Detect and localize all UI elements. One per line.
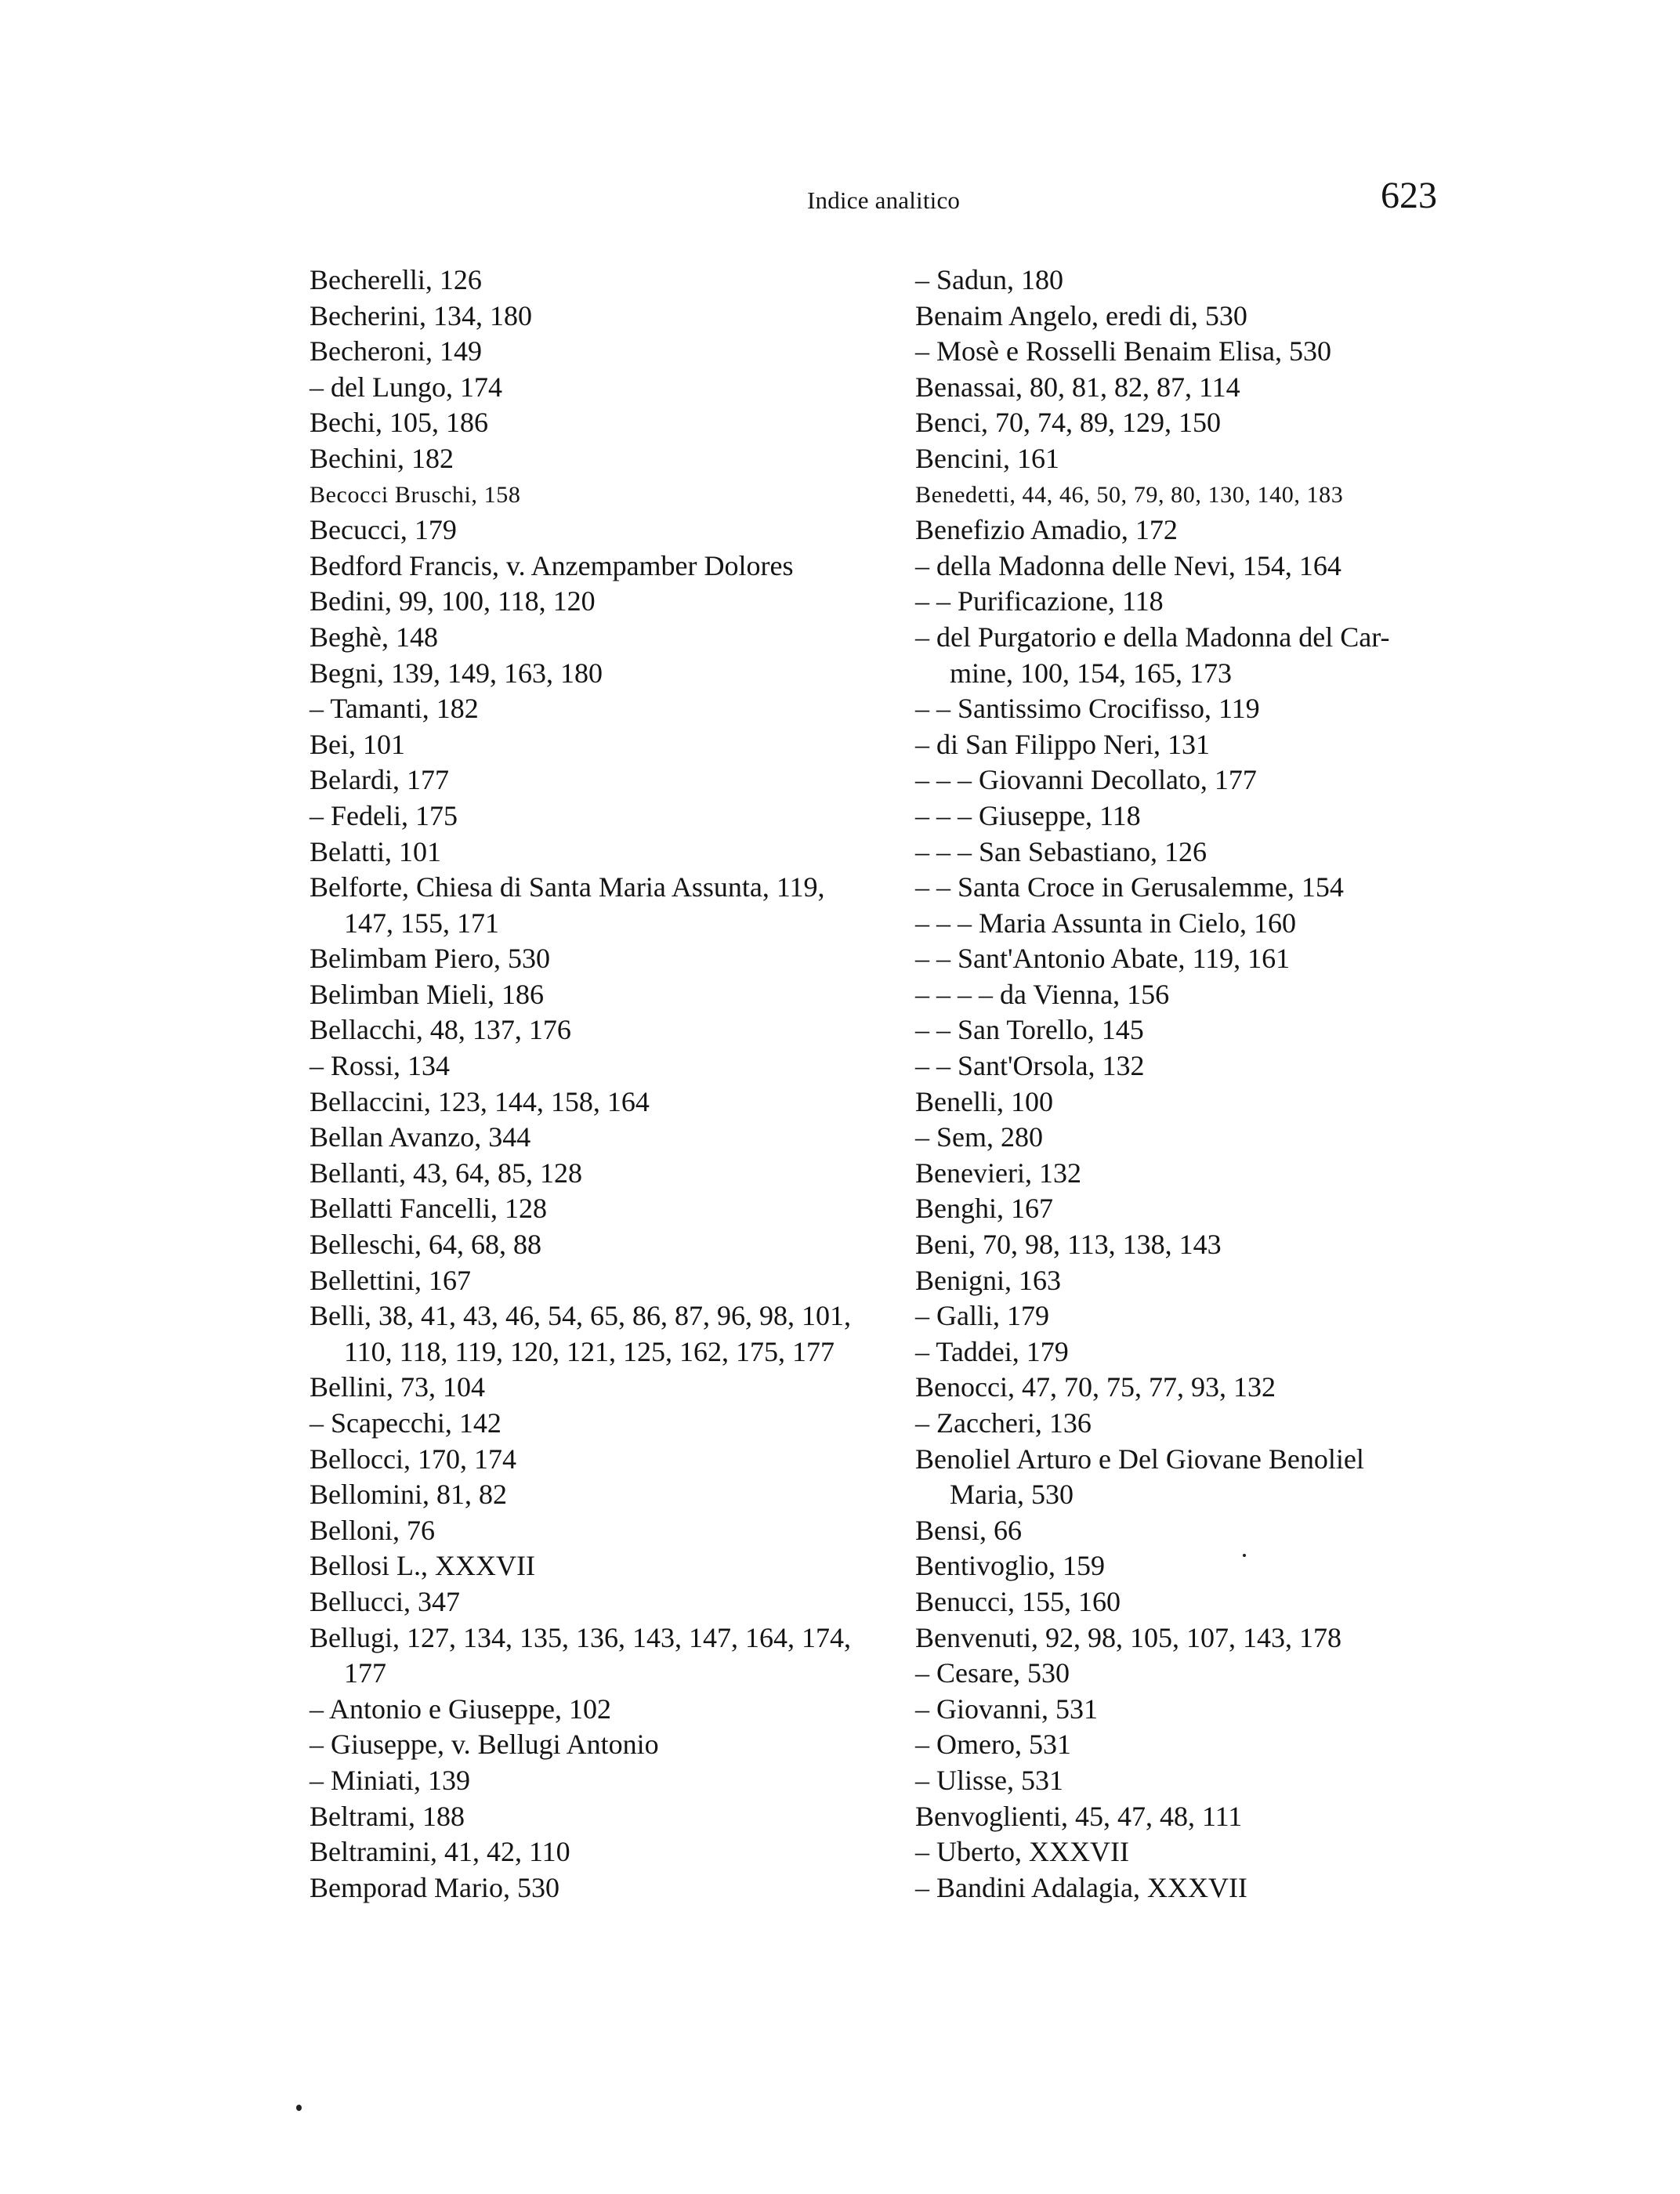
page-number: 623 (1381, 175, 1437, 216)
index-entry: Becheroni, 149 (310, 335, 482, 367)
index-entry: Belimbam Piero, 530 (310, 943, 550, 975)
index-entry: Belforte, Chiesa di Santa Maria Assunta, 119, (310, 871, 825, 903)
index-entry: – Scapecchi, 142 (310, 1407, 501, 1439)
index-entry: Bellosi L., XXXVII (310, 1550, 535, 1582)
index-entry: Bellaccini, 123, 144, 158, 164 (310, 1085, 650, 1117)
index-entry: – Cesare, 530 (915, 1657, 1070, 1689)
index-entry: Benghi, 167 (915, 1193, 1053, 1225)
index-entry: Bechini, 182 (310, 442, 454, 474)
index-entry-continuation: 110, 118, 119, 120, 121, 125, 162, 175, 177 (344, 1335, 835, 1367)
index-entry: – – – – da Vienna, 156 (915, 978, 1170, 1010)
index-entry: Bei, 101 (310, 728, 405, 760)
index-entry: Benucci, 155, 160 (915, 1585, 1121, 1617)
index-entry: Bedford Francis, v. Anzempamber Dolores (310, 549, 794, 581)
index-entry: – Sadun, 180 (915, 264, 1063, 295)
index-entry: Bellomini, 81, 82 (310, 1479, 507, 1511)
index-entry: – Fedeli, 175 (310, 799, 458, 831)
index-entry: Bemporad Mario, 530 (310, 1871, 559, 1903)
index-entry: Benassai, 80, 81, 82, 87, 114 (915, 371, 1240, 403)
index-entry: – – – Giovanni Decollato, 177 (915, 764, 1257, 796)
index-entry: Begni, 139, 149, 163, 180 (310, 657, 603, 689)
index-entry: – – Santissimo Crocifisso, 119 (915, 693, 1260, 725)
index-entry: Benefizio Amadio, 172 (915, 514, 1178, 546)
index-entry: Bellocci, 170, 174 (310, 1443, 516, 1475)
index-entry: Beghè, 148 (310, 621, 438, 653)
index-entry: Beltramini, 41, 42, 110 (310, 1836, 570, 1868)
index-entry: Benocci, 47, 70, 75, 77, 93, 132 (915, 1371, 1276, 1403)
index-entry: – Bandini Adalagia, XXXVII (915, 1871, 1247, 1903)
index-entry: Belardi, 177 (310, 764, 449, 796)
index-entry: – Tamanti, 182 (310, 693, 479, 725)
index-entry: – Omero, 531 (915, 1729, 1071, 1761)
index-entry: Benigni, 163 (915, 1264, 1061, 1296)
index-entry: Benelli, 100 (915, 1085, 1053, 1117)
index-entry: Bellacchi, 48, 137, 176 (310, 1014, 571, 1046)
index-column-right (915, 262, 1487, 1906)
index-entry: Benvenuti, 92, 98, 105, 107, 143, 178 (915, 1621, 1341, 1653)
index-entry: Benaim Angelo, eredi di, 530 (915, 299, 1247, 331)
index-entry: Bencini, 161 (915, 442, 1059, 474)
index-entry: Belatti, 101 (310, 835, 441, 867)
index-entry: Bellugi, 127, 134, 135, 136, 143, 147, 164, 174, (310, 1621, 851, 1653)
index-entry: Bellettini, 167 (310, 1264, 471, 1296)
index-entry-continuation: mine, 100, 154, 165, 173 (950, 657, 1232, 689)
index-entry: Belleschi, 64, 68, 88 (310, 1229, 541, 1261)
ink-speck (296, 2105, 302, 2111)
index-entry: – Rossi, 134 (310, 1050, 451, 1082)
index-entry: – Taddei, 179 (915, 1335, 1069, 1367)
index-entry: Belimban Mieli, 186 (310, 978, 544, 1010)
index-entry: Becherini, 134, 180 (310, 299, 532, 331)
index-entry: – Miniati, 139 (310, 1764, 470, 1796)
index-entry: Bechi, 105, 186 (310, 407, 488, 439)
index-column-left (310, 262, 889, 1906)
index-entry: – Galli, 179 (915, 1300, 1049, 1332)
index-entry: Belli, 38, 41, 43, 46, 54, 65, 86, 87, 96, 98, 101, (310, 1300, 851, 1332)
index-entry-continuation: Maria, 530 (950, 1479, 1074, 1511)
index-entry: – Uberto, XXXVII (915, 1836, 1129, 1868)
index-entry: Becucci, 179 (310, 514, 457, 546)
index-entry: Benoliel Arturo e Del Giovane Benoliel (915, 1443, 1364, 1475)
index-entry: – – Purificazione, 118 (915, 585, 1164, 617)
index-entry-continuation: 177 (344, 1657, 386, 1689)
index-entry: – – – Giuseppe, 118 (915, 799, 1141, 831)
index-entry: Beltrami, 188 (310, 1800, 465, 1832)
index-entry: Bellatti Fancelli, 128 (310, 1193, 547, 1225)
index-entry: – Mosè e Rosselli Benaim Elisa, 530 (915, 335, 1331, 367)
index-entry: – – Sant'Orsola, 132 (915, 1050, 1145, 1082)
index-entry: Bellucci, 347 (310, 1585, 460, 1617)
index-entry: – Giuseppe, v. Bellugi Antonio (310, 1729, 659, 1761)
index-entry: – – Sant'Antonio Abate, 119, 161 (915, 943, 1291, 975)
index-entry: Benevieri, 132 (915, 1157, 1081, 1189)
index-entry: Bellanti, 43, 64, 85, 128 (310, 1157, 582, 1189)
index-entry: – di San Filippo Neri, 131 (915, 728, 1210, 760)
index-entry: Bellini, 73, 104 (310, 1371, 485, 1403)
index-entry: – Antonio e Giuseppe, 102 (310, 1693, 611, 1725)
index-entry: Bensi, 66 (915, 1514, 1023, 1546)
index-entry: – del Purgatorio e della Madonna del Car- (915, 621, 1390, 653)
index-entry: Benedetti, 44, 46, 50, 79, 80, 130, 140, 183 (915, 481, 1344, 508)
index-entry-continuation: 147, 155, 171 (344, 907, 499, 939)
index-entry: Benvoglienti, 45, 47, 48, 111 (915, 1800, 1243, 1832)
index-entry: – – – Maria Assunta in Cielo, 160 (915, 907, 1296, 939)
index-entry: Bellan Avanzo, 344 (310, 1121, 531, 1153)
running-head: Indice analitico (807, 186, 961, 214)
ink-speck (1243, 1554, 1246, 1557)
index-entry: – Sem, 280 (915, 1121, 1044, 1153)
index-entry: – – Santa Croce in Gerusalemme, 154 (915, 871, 1344, 903)
index-entry: – Giovanni, 531 (915, 1693, 1098, 1725)
index-entry: – Zaccheri, 136 (915, 1407, 1092, 1439)
index-entry: – – San Torello, 145 (915, 1014, 1144, 1046)
index-entry: Benci, 70, 74, 89, 129, 150 (915, 407, 1221, 439)
index-entry: Belloni, 76 (310, 1514, 435, 1546)
index-entry: – del Lungo, 174 (310, 371, 502, 403)
index-entry: Bedini, 99, 100, 118, 120 (310, 585, 596, 617)
index-entry: – della Madonna delle Nevi, 154, 164 (915, 549, 1341, 581)
index-entry: Bentivoglio, 159 (915, 1550, 1105, 1582)
index-entry: Becocci Bruschi, 158 (310, 481, 521, 508)
index-entry: – Ulisse, 531 (915, 1764, 1063, 1796)
index-entry: Becherelli, 126 (310, 264, 482, 295)
index-entry: – – – San Sebastiano, 126 (915, 835, 1207, 867)
index-entry: Beni, 70, 98, 113, 138, 143 (915, 1229, 1222, 1261)
